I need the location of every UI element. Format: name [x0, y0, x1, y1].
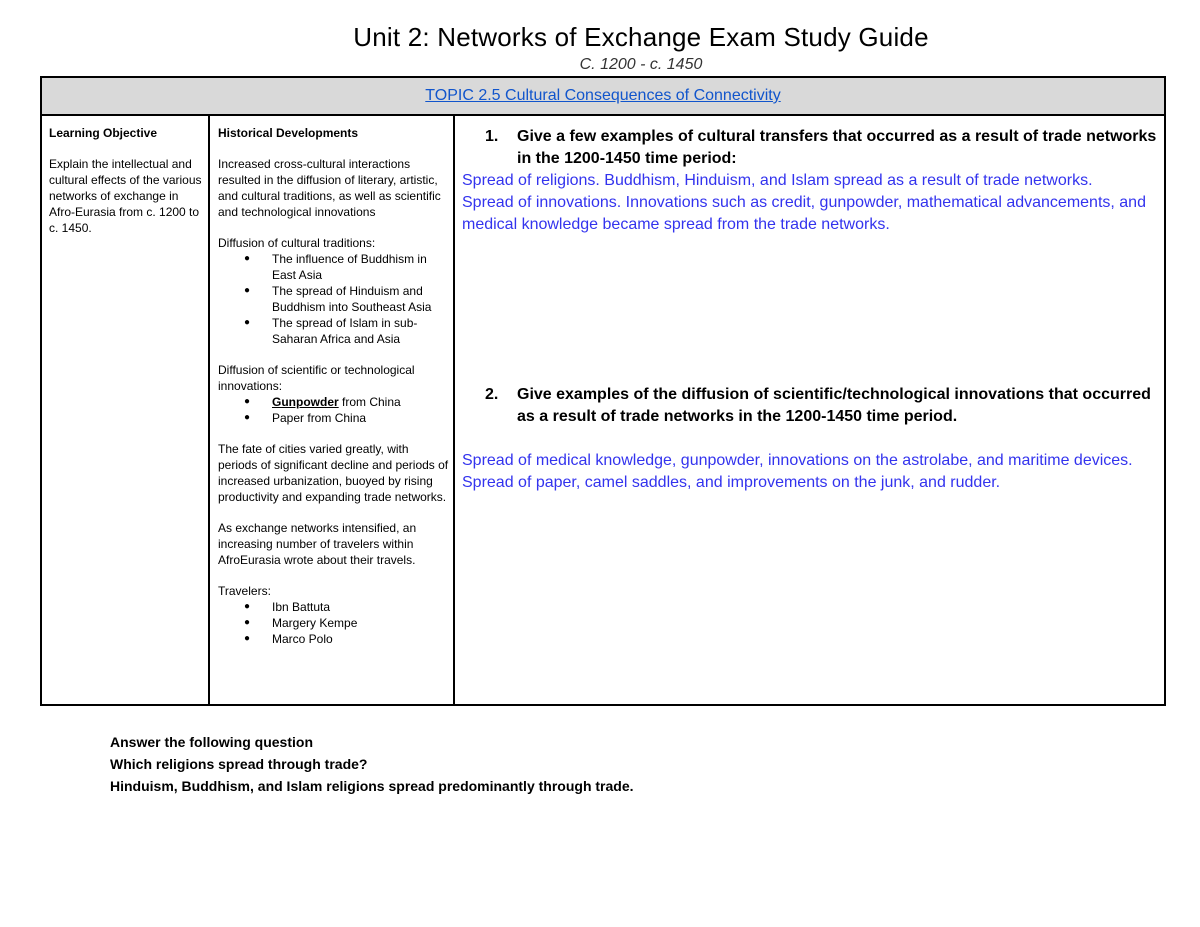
- list-item: ● Ibn Battuta: [218, 599, 450, 615]
- travelers-heading: Travelers:: [218, 584, 271, 598]
- travel-paragraph: As exchange networks intensified, an increasing number of travelers within AfroEurasia wrote about their travels.: [218, 521, 417, 567]
- learning-objective-text: Explain the intellectual and cultural effects of the various networks of exchange in Afro-Eurasia from c. 1200 to c. 1450.: [49, 157, 202, 235]
- page-subtitle: C. 1200 - c. 1450: [579, 56, 703, 73]
- list-item: [218, 394, 450, 410]
- developments-intro: Increased cross-cultural interactions resulted in the diffusion of literary, artistic, and cultural traditions, as well as scientific and technological innovations: [218, 157, 441, 219]
- questions-column: [455, 116, 1164, 704]
- list-item: ● The spread of Hinduism and Buddhism into Southeast Asia: [218, 283, 450, 315]
- question-text: Give examples of the diffusion of scientific/technological innovations that occurred as a result of trade networks in the 1200-1450 time period.: [517, 386, 1151, 425]
- question-1: [485, 126, 1160, 170]
- answer-1: [462, 170, 1162, 236]
- answer-line: Spread of religions. Buddhism, Hinduism, and Islam spread as a result of trade networks.: [462, 172, 1093, 189]
- question-number: 2.: [485, 386, 499, 403]
- historical-developments-header: Historical Developments: [218, 126, 359, 140]
- historical-developments-column: [210, 116, 455, 704]
- study-guide-table: [40, 76, 1166, 706]
- follow-up-section: [110, 731, 634, 797]
- list-item: ● Paper from China: [218, 410, 450, 426]
- topic-link[interactable]: TOPIC 2.5 Cultural Consequences of Connectivity: [425, 87, 781, 104]
- follow-up-instruction: Answer the following question: [110, 734, 313, 750]
- gunpowder-origin: from China: [338, 395, 401, 409]
- topic-header: [42, 78, 1164, 116]
- cities-paragraph: The fate of cities varied greatly, with periods of significant decline and periods of increased urbanization, buoyed by rising productivity and expanding trade networks.: [218, 442, 449, 504]
- list-item: ● Margery Kempe: [218, 615, 450, 631]
- cultural-heading: Diffusion of cultural traditions:: [218, 236, 376, 250]
- cultural-list: [218, 251, 450, 347]
- question-number: 1.: [485, 128, 499, 145]
- scientific-heading: Diffusion of scientific or technological innovations:: [218, 363, 415, 393]
- learning-objective-column: [42, 116, 210, 704]
- answer-line: Spread of innovations. Innovations such as credit, gunpowder, mathematical advancements, and medical knowledge became spread from the trade networks.: [462, 194, 1146, 233]
- list-item: ● Marco Polo: [218, 631, 450, 647]
- answer-line: Spread of medical knowledge, gunpowder, innovations on the astrolabe, and maritime devices. Spread of paper, camel saddles, and improvements on the junk, and rudder.: [462, 452, 1133, 491]
- page-title: Unit 2: Networks of Exchange Exam Study Guide: [353, 22, 929, 52]
- gunpowder-term: Gunpowder: [272, 395, 339, 409]
- scientific-list: [218, 394, 450, 426]
- list-item: ● The spread of Islam in sub-Saharan Africa and Asia: [218, 315, 450, 347]
- follow-up-answer: Hinduism, Buddhism, and Islam religions spread predominantly through trade.: [110, 778, 634, 794]
- follow-up-question: Which religions spread through trade?: [110, 756, 368, 772]
- answer-2: [462, 450, 1162, 494]
- question-2: [485, 384, 1160, 428]
- travelers-list: [218, 599, 450, 647]
- learning-objective-header: Learning Objective: [49, 126, 158, 140]
- question-text: Give a few examples of cultural transfers that occurred as a result of trade networks in the 1200-1450 time period:: [517, 128, 1157, 167]
- list-item: ● The influence of Buddhism in East Asia: [218, 251, 450, 283]
